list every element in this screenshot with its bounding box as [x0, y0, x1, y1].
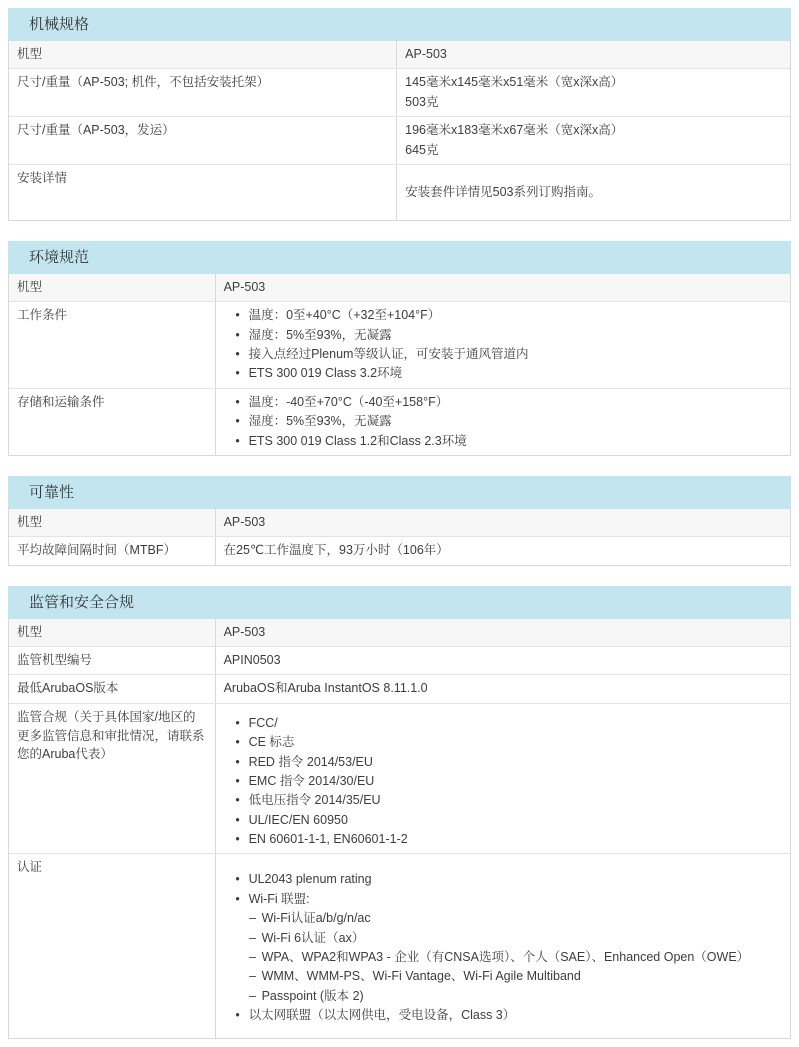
table-row — [9, 116, 790, 164]
row-value — [216, 389, 790, 455]
row-value — [216, 675, 790, 702]
list-item — [233, 364, 782, 383]
list-item — [233, 306, 782, 325]
list-item-text: 接入点经过Plenum等级认证，可安装于通风管道内 — [248, 347, 529, 361]
value-text-line: AP-503 — [405, 47, 447, 61]
value-text-line: 503克 — [405, 94, 439, 109]
row-value — [216, 647, 790, 674]
bullet-marker-icon: • — [235, 414, 240, 429]
list-item-text: 以太网联盟（以太网供电，受电设备，Class 3） — [248, 1008, 516, 1022]
list-item — [249, 987, 782, 1006]
row-label: 存储和运输条件 — [9, 389, 216, 455]
bullet-marker-icon: • — [235, 715, 240, 730]
list-item — [233, 772, 782, 791]
dash-marker-icon: – — [249, 969, 257, 984]
value-text-line: 在25℃工作温度下，93万小时（106年） — [223, 543, 449, 558]
list-item-text: EMC 指令 2014/30/EU — [248, 773, 375, 788]
bullet-marker-icon: • — [235, 347, 240, 361]
row-value — [216, 274, 790, 301]
list-item-text: RED 指令 2014/53/EU — [248, 754, 373, 769]
bullet-marker-icon: • — [235, 832, 240, 846]
table-row — [9, 703, 790, 854]
section-header: 机械规格 — [8, 8, 791, 41]
spec-section-mechanical — [8, 8, 791, 221]
row-label: 认证 — [9, 854, 216, 1038]
list-item-text: Wi-Fi 6认证（ax） — [261, 930, 365, 945]
row-label: 机型 — [9, 274, 216, 301]
list-item-text: WMM、WMM-PS、Wi-Fi Vantage、Wi-Fi Agile Multiband — [261, 969, 581, 984]
list-item-text: CE 标志 — [248, 735, 295, 750]
bullet-marker-icon: • — [235, 308, 240, 323]
value-text-line: 安装套件详情见503系列订购指南。 — [405, 184, 602, 199]
row-value — [216, 704, 790, 854]
table-row — [9, 853, 790, 1038]
list-item — [233, 733, 782, 752]
list-item — [233, 830, 782, 849]
row-label: 机型 — [9, 619, 216, 646]
list-item — [233, 432, 782, 451]
list-item — [233, 714, 782, 733]
row-label: 安装详情 — [9, 165, 397, 220]
row-label: 工作条件 — [9, 302, 216, 388]
list-item — [233, 1006, 782, 1025]
bullet-marker-icon: • — [235, 891, 240, 906]
list-item — [233, 753, 782, 772]
spec-table — [8, 274, 791, 456]
list-item — [249, 909, 782, 928]
dash-marker-icon: – — [249, 988, 257, 1003]
dash-marker-icon: – — [249, 949, 257, 964]
table-row — [9, 164, 790, 220]
dash-marker-icon: – — [249, 911, 257, 926]
bullet-marker-icon: • — [235, 754, 240, 769]
value-text-line: AP-503 — [223, 514, 266, 529]
row-value — [216, 509, 790, 536]
row-label: 平均故障间隔时间（MTBF） — [9, 537, 216, 564]
table-row — [9, 509, 790, 536]
list-item-text: Passpoint (版本 2) — [261, 988, 364, 1003]
bullet-marker-icon: • — [235, 1008, 240, 1022]
row-label: 最低ArubaOS版本 — [9, 675, 216, 702]
spec-table — [8, 509, 791, 566]
spec-section-regulatory — [8, 586, 791, 1040]
list-item — [249, 948, 782, 967]
value-text-line: ArubaOS和Aruba InstantOS 8.11.1.0 — [223, 681, 428, 696]
bullet-marker-icon: • — [235, 773, 240, 788]
row-value — [216, 854, 790, 1038]
list-item — [233, 890, 782, 909]
dash-marker-icon: – — [249, 930, 257, 945]
list-item-text: 温度：-40至+70°C（-40至+158°F） — [248, 394, 449, 409]
row-label: 机型 — [9, 509, 216, 536]
bullet-marker-icon: • — [235, 394, 240, 409]
row-value — [216, 619, 790, 646]
value-text-line: 645克 — [405, 142, 439, 157]
list-item — [233, 791, 782, 810]
table-row — [9, 41, 790, 68]
table-row — [9, 274, 790, 301]
list-item — [233, 412, 782, 431]
row-label: 机型 — [9, 41, 397, 68]
bullet-marker-icon: • — [235, 327, 240, 342]
row-label: 监管机型编号 — [9, 647, 216, 674]
list-item — [249, 967, 782, 986]
value-text-line: AP-503 — [223, 624, 266, 639]
row-label: 尺寸/重量（AP-503，发运） — [9, 117, 397, 164]
table-row — [9, 68, 790, 116]
row-value — [397, 117, 790, 164]
value-text-line: 196毫米x183毫米x67毫米（宽x深x高） — [405, 123, 624, 138]
row-label: 尺寸/重量（AP-503; 机件，不包括安装托架） — [9, 69, 397, 116]
list-item-text: WPA、WPA2和WPA3 - 企业（有CNSA选项）、个人（SAE）、Enhanced Open（OWE） — [261, 949, 750, 964]
list-item-text: Wi-Fi认证a/b/g/n/ac — [261, 911, 371, 926]
list-item — [249, 929, 782, 948]
spec-table — [8, 41, 791, 221]
section-header: 环境规范 — [8, 241, 791, 274]
row-label: 监管合规（关于具体国家/地区的更多监管信息和审批情况，请联系您的Aruba代表） — [9, 704, 216, 854]
section-header: 监管和安全合规 — [8, 586, 791, 619]
list-item-text: 湿度：5%至93%，无凝露 — [248, 327, 392, 342]
list-item-text: UL/IEC/EN 60950 — [248, 812, 348, 827]
spec-table — [8, 619, 791, 1040]
row-value — [397, 41, 790, 68]
row-value — [397, 69, 790, 116]
bullet-marker-icon: • — [235, 735, 240, 750]
table-row — [9, 301, 790, 388]
list-item — [233, 811, 782, 830]
table-row — [9, 536, 790, 564]
bullet-marker-icon: • — [235, 793, 240, 808]
list-item-text: Wi-Fi 联盟: — [248, 891, 310, 906]
list-item — [233, 326, 782, 345]
value-text-line: 145毫米x145毫米x51毫米（宽x深x高） — [405, 75, 624, 90]
list-item-text: FCC/ — [248, 715, 278, 730]
value-text-line: AP-503 — [223, 279, 266, 294]
spec-section-reliability — [8, 476, 791, 566]
list-item-text: UL2043 plenum rating — [248, 872, 372, 887]
list-item-text: 湿度：5%至93%，无凝露 — [248, 414, 392, 429]
list-item-text: 低电压指令 2014/35/EU — [248, 793, 381, 808]
spec-section-environmental — [8, 241, 791, 456]
bullet-marker-icon: • — [235, 366, 240, 381]
list-item — [233, 345, 782, 364]
row-value — [216, 537, 790, 564]
list-item-text: ETS 300 019 Class 3.2环境 — [248, 366, 403, 381]
list-item — [233, 870, 782, 889]
list-item-text: EN 60601-1-1, EN60601-1-2 — [248, 832, 408, 846]
row-value — [397, 165, 790, 220]
list-item — [233, 393, 782, 412]
bullet-marker-icon: • — [235, 872, 240, 887]
table-row — [9, 646, 790, 674]
table-row — [9, 388, 790, 455]
bullet-marker-icon: • — [235, 812, 240, 827]
table-row — [9, 619, 790, 646]
list-item-text: ETS 300 019 Class 1.2和Class 2.3环境 — [248, 433, 467, 448]
table-row — [9, 674, 790, 702]
value-text-line: APIN0503 — [223, 653, 281, 667]
section-header: 可靠性 — [8, 476, 791, 509]
row-value — [216, 302, 790, 388]
list-item-text: 温度：0至+40°C（+32至+104°F） — [248, 308, 441, 323]
bullet-marker-icon: • — [235, 433, 240, 448]
